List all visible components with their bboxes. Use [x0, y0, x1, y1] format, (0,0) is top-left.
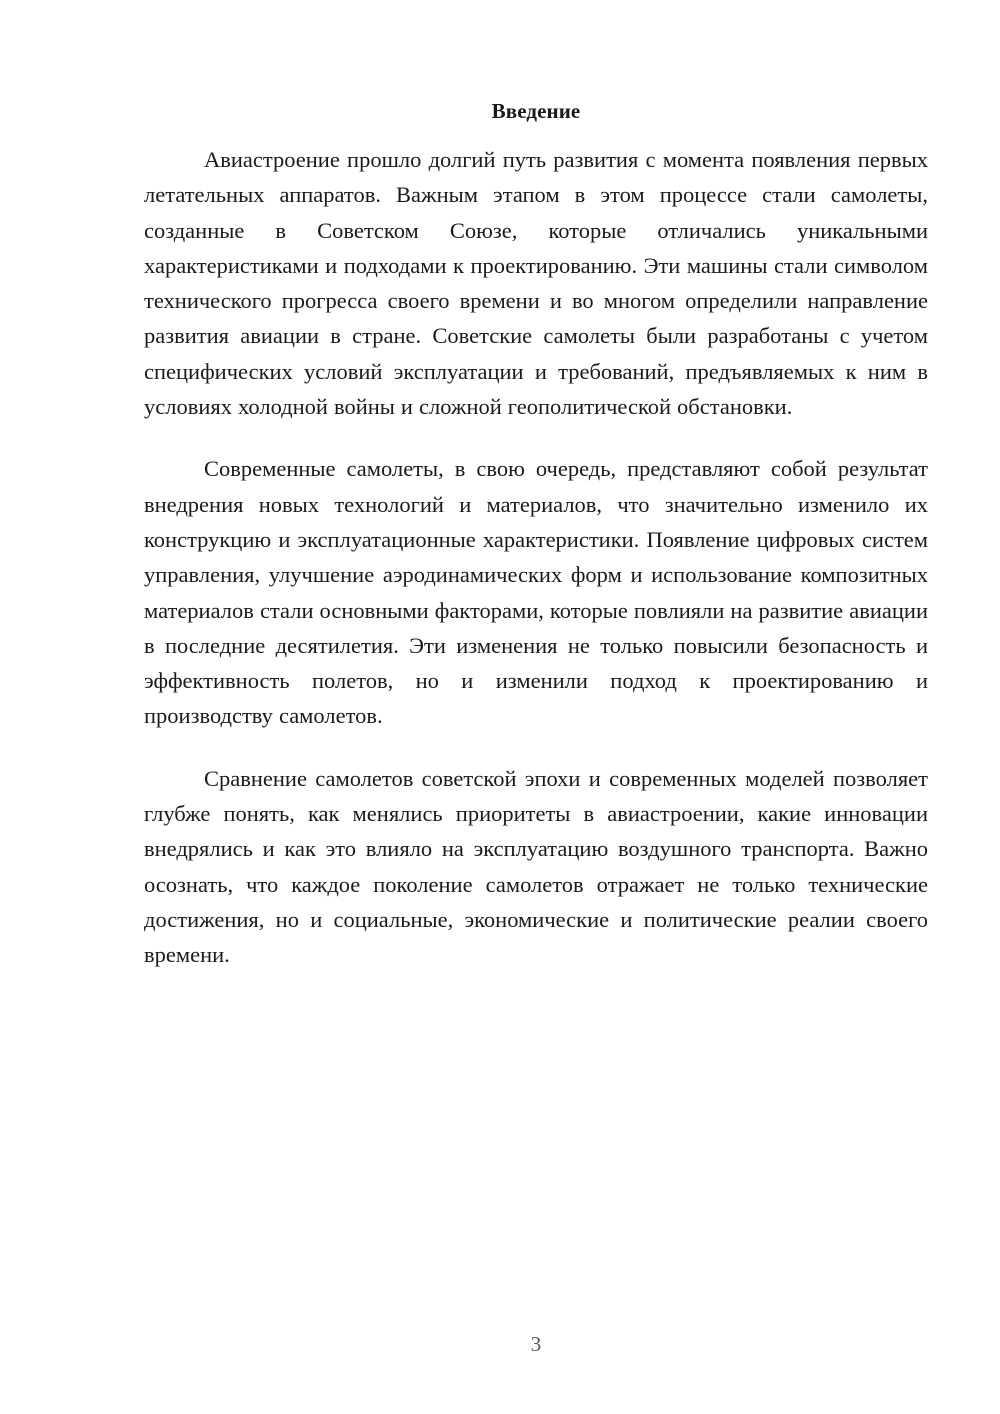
page-number: 3	[530, 1332, 542, 1356]
paragraph-1: Авиастроение прошло долгий путь развития с момента появления первых летательных аппаратов. Важным этапом в этом процессе стали самолеты, созданные в Советском Союзе, которые отличались уникальными характеристиками и подходами к проектированию. Эти машины стали символом технического прогресса своего времени и во многом определили направление развития авиации в стране. Советские самолеты были разработаны с учетом специфических условий эксплуатации и требований, предъявляемых к ним в условиях холодной войны и сложной геополитической обстановки.	[144, 147, 928, 420]
paragraph-2: Современные самолеты, в свою очередь, представляют собой результат внедрения новых технологий и материалов, что значительно изменило их конструкцию и эксплуатационные характеристики. Появление цифровых систем управления, улучшение аэродинамических форм и использование композитных материалов стали основными факторами, которые повлияли на развитие авиации в последние десятилетия. Эти изменения не только повысили безопасность и эффективность полетов, но и изменили подход к проектированию и производству самолетов.	[144, 456, 928, 729]
paragraph-3: Сравнение самолетов советской эпохи и современных моделей позволяет глубже понять, как менялись приоритеты в авиастроении, какие инновации внедрялись и как это влияло на эксплуатацию воздушного транспорта. Важно осознать, что каждое поколение самолетов отражает не только технические достижения, но и социальные, экономические и политические реалии своего времени.	[144, 765, 928, 968]
section-title: Введение	[491, 99, 581, 123]
document-body	[144, 96, 928, 1000]
